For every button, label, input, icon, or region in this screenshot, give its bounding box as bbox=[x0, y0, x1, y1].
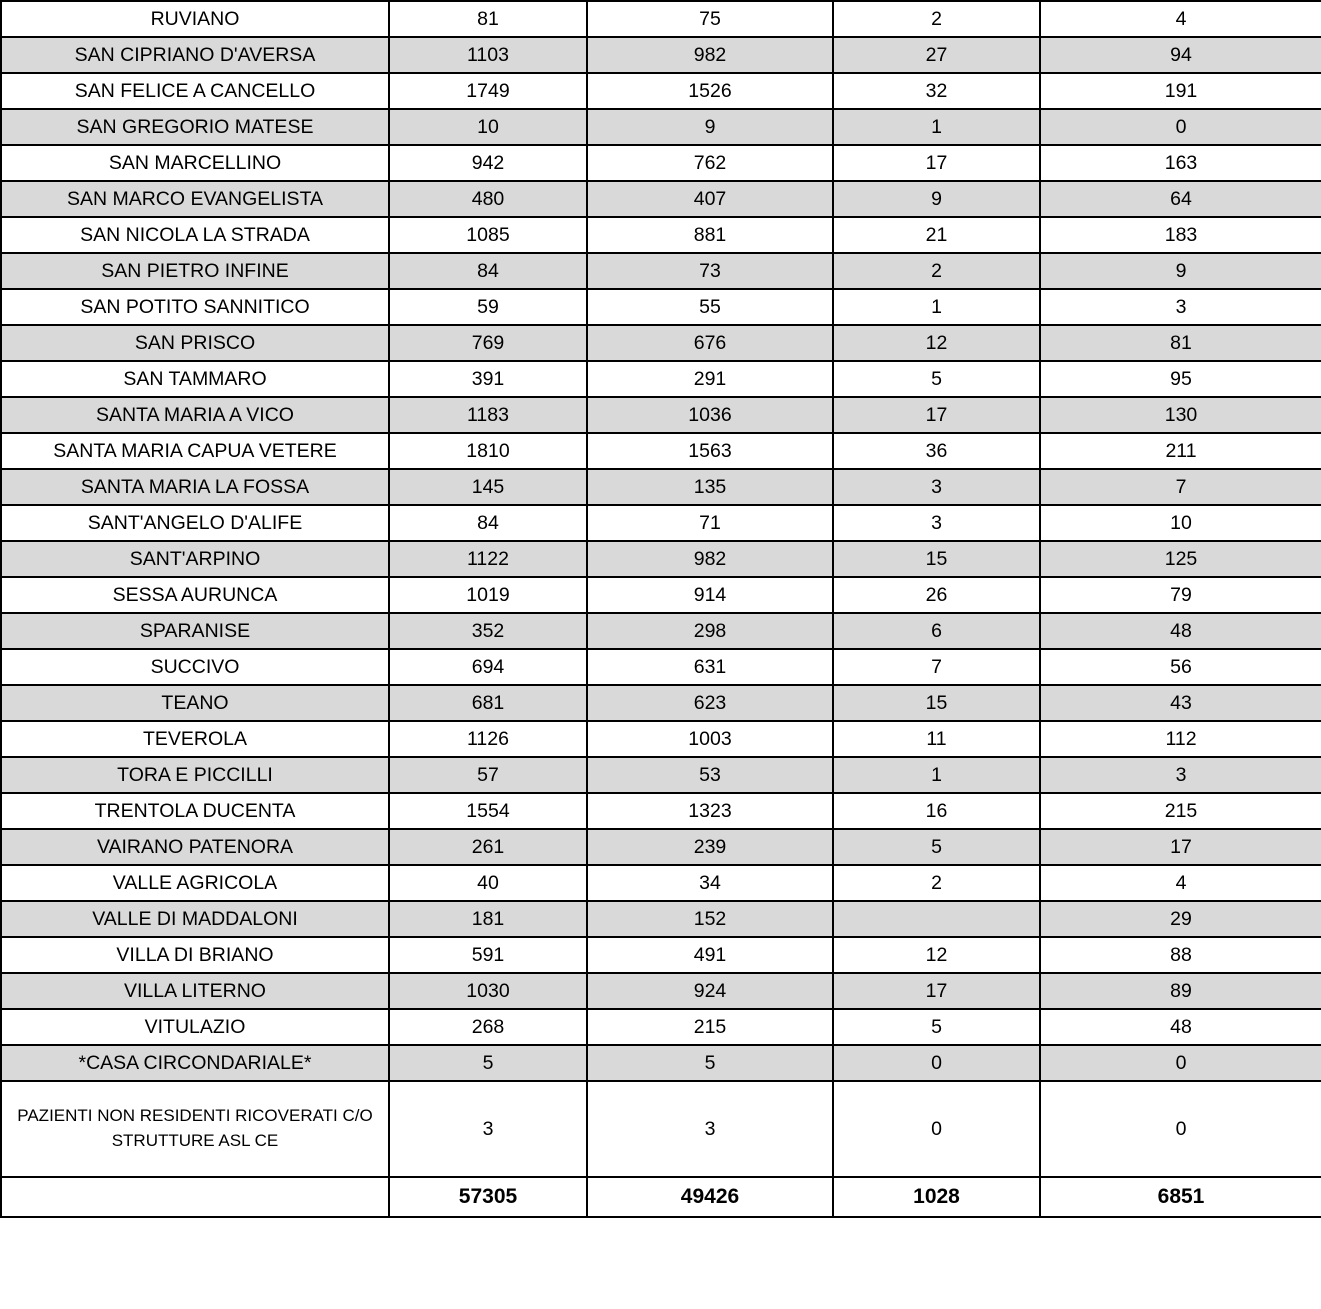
table-row bbox=[1, 289, 1321, 325]
table-row bbox=[1, 469, 1321, 505]
table-row bbox=[1, 1, 1321, 37]
cell-total: 81 bbox=[389, 1, 587, 37]
cell-current: 0 bbox=[1040, 109, 1321, 145]
cell-current: 3 bbox=[1040, 757, 1321, 793]
cell-current: 215 bbox=[1040, 793, 1321, 829]
cell-deceased: 15 bbox=[833, 541, 1040, 577]
cell-total: 40 bbox=[389, 865, 587, 901]
cell-deceased: 12 bbox=[833, 937, 1040, 973]
table-row bbox=[1, 433, 1321, 469]
cell-current: 64 bbox=[1040, 181, 1321, 217]
cell-deceased: 26 bbox=[833, 577, 1040, 613]
totals-deceased: 1028 bbox=[833, 1177, 1040, 1217]
cell-recovered: 9 bbox=[587, 109, 833, 145]
cell-total: 1019 bbox=[389, 577, 587, 613]
row-label: TEANO bbox=[1, 685, 389, 721]
cell-deceased: 1 bbox=[833, 757, 1040, 793]
cell-current: 48 bbox=[1040, 613, 1321, 649]
cell-recovered: 491 bbox=[587, 937, 833, 973]
row-label: SPARANISE bbox=[1, 613, 389, 649]
cell-recovered: 3 bbox=[587, 1081, 833, 1177]
cell-deceased: 1 bbox=[833, 109, 1040, 145]
cell-current: 95 bbox=[1040, 361, 1321, 397]
cell-recovered: 407 bbox=[587, 181, 833, 217]
cell-total: 145 bbox=[389, 469, 587, 505]
cell-total: 352 bbox=[389, 613, 587, 649]
totals-recovered: 49426 bbox=[587, 1177, 833, 1217]
cell-current: 94 bbox=[1040, 37, 1321, 73]
cell-total: 59 bbox=[389, 289, 587, 325]
cell-recovered: 55 bbox=[587, 289, 833, 325]
cell-recovered: 1526 bbox=[587, 73, 833, 109]
cell-current: 4 bbox=[1040, 1, 1321, 37]
cell-current: 7 bbox=[1040, 469, 1321, 505]
cell-deceased: 5 bbox=[833, 1009, 1040, 1045]
cell-deceased: 17 bbox=[833, 145, 1040, 181]
cell-recovered: 982 bbox=[587, 37, 833, 73]
cell-recovered: 291 bbox=[587, 361, 833, 397]
table-row bbox=[1, 505, 1321, 541]
cell-recovered: 1003 bbox=[587, 721, 833, 757]
row-label: SAN PIETRO INFINE bbox=[1, 253, 389, 289]
cell-deceased: 2 bbox=[833, 1, 1040, 37]
cell-recovered: 1036 bbox=[587, 397, 833, 433]
row-label: SAN NICOLA LA STRADA bbox=[1, 217, 389, 253]
cell-deceased: 1 bbox=[833, 289, 1040, 325]
cell-total: 3 bbox=[389, 1081, 587, 1177]
cell-total: 942 bbox=[389, 145, 587, 181]
cell-total: 181 bbox=[389, 901, 587, 937]
table-row bbox=[1, 217, 1321, 253]
cell-deceased: 21 bbox=[833, 217, 1040, 253]
cell-deceased: 11 bbox=[833, 721, 1040, 757]
table-row bbox=[1, 937, 1321, 973]
table-row bbox=[1, 757, 1321, 793]
cell-deceased: 15 bbox=[833, 685, 1040, 721]
row-label: RUVIANO bbox=[1, 1, 389, 37]
row-label: *CASA CIRCONDARIALE* bbox=[1, 1045, 389, 1081]
totals-total: 57305 bbox=[389, 1177, 587, 1217]
row-label: VITULAZIO bbox=[1, 1009, 389, 1045]
cell-deceased: 12 bbox=[833, 325, 1040, 361]
row-label: TEVEROLA bbox=[1, 721, 389, 757]
row-label: TRENTOLA DUCENTA bbox=[1, 793, 389, 829]
table-row bbox=[1, 973, 1321, 1009]
cell-recovered: 762 bbox=[587, 145, 833, 181]
cell-recovered: 73 bbox=[587, 253, 833, 289]
cell-recovered: 75 bbox=[587, 1, 833, 37]
cell-current: 43 bbox=[1040, 685, 1321, 721]
cell-total: 1030 bbox=[389, 973, 587, 1009]
cell-deceased: 2 bbox=[833, 253, 1040, 289]
row-label: VALLE AGRICOLA bbox=[1, 865, 389, 901]
cell-deceased: 17 bbox=[833, 397, 1040, 433]
table-row bbox=[1, 145, 1321, 181]
cell-deceased bbox=[833, 901, 1040, 937]
cell-total: 84 bbox=[389, 505, 587, 541]
cell-deceased: 7 bbox=[833, 649, 1040, 685]
table-row bbox=[1, 865, 1321, 901]
table-row bbox=[1, 109, 1321, 145]
cell-current: 89 bbox=[1040, 973, 1321, 1009]
cell-deceased: 17 bbox=[833, 973, 1040, 1009]
cell-total: 391 bbox=[389, 361, 587, 397]
cell-recovered: 152 bbox=[587, 901, 833, 937]
cell-total: 5 bbox=[389, 1045, 587, 1081]
table-row bbox=[1, 613, 1321, 649]
cell-total: 57 bbox=[389, 757, 587, 793]
row-label: SAN CIPRIANO D'AVERSA bbox=[1, 37, 389, 73]
cell-current: 17 bbox=[1040, 829, 1321, 865]
cell-current: 183 bbox=[1040, 217, 1321, 253]
cell-deceased: 5 bbox=[833, 361, 1040, 397]
cell-total: 1103 bbox=[389, 37, 587, 73]
cell-recovered: 924 bbox=[587, 973, 833, 1009]
row-label: SANT'ARPINO bbox=[1, 541, 389, 577]
totals-current: 6851 bbox=[1040, 1177, 1321, 1217]
cell-recovered: 676 bbox=[587, 325, 833, 361]
cell-total: 84 bbox=[389, 253, 587, 289]
row-label: SANTA MARIA LA FOSSA bbox=[1, 469, 389, 505]
row-label: SANT'ANGELO D'ALIFE bbox=[1, 505, 389, 541]
row-label: SAN FELICE A CANCELLO bbox=[1, 73, 389, 109]
table-row bbox=[1, 37, 1321, 73]
table-row bbox=[1, 721, 1321, 757]
cell-deceased: 32 bbox=[833, 73, 1040, 109]
cell-total: 261 bbox=[389, 829, 587, 865]
row-label: SAN TAMMARO bbox=[1, 361, 389, 397]
table-row bbox=[1, 397, 1321, 433]
table-row bbox=[1, 829, 1321, 865]
table-row bbox=[1, 649, 1321, 685]
table-row bbox=[1, 325, 1321, 361]
cell-current: 10 bbox=[1040, 505, 1321, 541]
cell-current: 4 bbox=[1040, 865, 1321, 901]
table-row bbox=[1, 253, 1321, 289]
table-row bbox=[1, 181, 1321, 217]
cell-recovered: 135 bbox=[587, 469, 833, 505]
cell-current: 48 bbox=[1040, 1009, 1321, 1045]
table-row bbox=[1, 361, 1321, 397]
row-label: SESSA AURUNCA bbox=[1, 577, 389, 613]
cell-total: 1554 bbox=[389, 793, 587, 829]
row-label: SANTA MARIA CAPUA VETERE bbox=[1, 433, 389, 469]
row-label: PAZIENTI NON RESIDENTI RICOVERATI C/O STRUTTURE ASL CE bbox=[1, 1081, 389, 1177]
cell-deceased: 6 bbox=[833, 613, 1040, 649]
cell-recovered: 34 bbox=[587, 865, 833, 901]
cell-current: 0 bbox=[1040, 1081, 1321, 1177]
row-label: VILLA DI BRIANO bbox=[1, 937, 389, 973]
cell-total: 268 bbox=[389, 1009, 587, 1045]
row-label: VAIRANO PATENORA bbox=[1, 829, 389, 865]
cell-total: 1749 bbox=[389, 73, 587, 109]
cell-recovered: 631 bbox=[587, 649, 833, 685]
table-body bbox=[1, 1, 1321, 1217]
table-row bbox=[1, 1009, 1321, 1045]
row-label: SAN MARCO EVANGELISTA bbox=[1, 181, 389, 217]
cell-total: 694 bbox=[389, 649, 587, 685]
cell-current: 163 bbox=[1040, 145, 1321, 181]
cell-current: 29 bbox=[1040, 901, 1321, 937]
cell-total: 1126 bbox=[389, 721, 587, 757]
row-label: SAN GREGORIO MATESE bbox=[1, 109, 389, 145]
cell-deceased: 3 bbox=[833, 469, 1040, 505]
cell-recovered: 982 bbox=[587, 541, 833, 577]
cell-recovered: 1563 bbox=[587, 433, 833, 469]
table-row bbox=[1, 1045, 1321, 1081]
row-label: SAN POTITO SANNITICO bbox=[1, 289, 389, 325]
row-label: VILLA LITERNO bbox=[1, 973, 389, 1009]
row-label: SUCCIVO bbox=[1, 649, 389, 685]
cell-current: 125 bbox=[1040, 541, 1321, 577]
table-row bbox=[1, 685, 1321, 721]
cell-current: 56 bbox=[1040, 649, 1321, 685]
cell-total: 769 bbox=[389, 325, 587, 361]
row-label: TORA E PICCILLI bbox=[1, 757, 389, 793]
table-totals-row bbox=[1, 1177, 1321, 1217]
cell-recovered: 1323 bbox=[587, 793, 833, 829]
cell-total: 1183 bbox=[389, 397, 587, 433]
row-label: VALLE DI MADDALONI bbox=[1, 901, 389, 937]
cell-recovered: 239 bbox=[587, 829, 833, 865]
cell-recovered: 298 bbox=[587, 613, 833, 649]
cell-total: 681 bbox=[389, 685, 587, 721]
cell-current: 0 bbox=[1040, 1045, 1321, 1081]
cell-recovered: 71 bbox=[587, 505, 833, 541]
cell-total: 1810 bbox=[389, 433, 587, 469]
cell-recovered: 5 bbox=[587, 1045, 833, 1081]
cell-deceased: 0 bbox=[833, 1081, 1040, 1177]
table-row bbox=[1, 793, 1321, 829]
row-label: SAN MARCELLINO bbox=[1, 145, 389, 181]
cell-total: 480 bbox=[389, 181, 587, 217]
cell-current: 9 bbox=[1040, 253, 1321, 289]
cell-deceased: 16 bbox=[833, 793, 1040, 829]
cell-current: 211 bbox=[1040, 433, 1321, 469]
cell-total: 10 bbox=[389, 109, 587, 145]
cell-recovered: 914 bbox=[587, 577, 833, 613]
row-label: SAN PRISCO bbox=[1, 325, 389, 361]
cell-current: 191 bbox=[1040, 73, 1321, 109]
cell-recovered: 623 bbox=[587, 685, 833, 721]
table-row bbox=[1, 73, 1321, 109]
cell-current: 112 bbox=[1040, 721, 1321, 757]
table-row bbox=[1, 541, 1321, 577]
cell-current: 3 bbox=[1040, 289, 1321, 325]
table-row bbox=[1, 901, 1321, 937]
totals-label bbox=[1, 1177, 389, 1217]
cell-deceased: 9 bbox=[833, 181, 1040, 217]
row-label: SANTA MARIA A VICO bbox=[1, 397, 389, 433]
cell-current: 79 bbox=[1040, 577, 1321, 613]
cell-total: 1085 bbox=[389, 217, 587, 253]
cell-total: 1122 bbox=[389, 541, 587, 577]
cell-deceased: 5 bbox=[833, 829, 1040, 865]
table-row bbox=[1, 577, 1321, 613]
cell-current: 81 bbox=[1040, 325, 1321, 361]
cell-recovered: 53 bbox=[587, 757, 833, 793]
cell-deceased: 27 bbox=[833, 37, 1040, 73]
cell-recovered: 881 bbox=[587, 217, 833, 253]
cell-deceased: 0 bbox=[833, 1045, 1040, 1081]
cell-deceased: 36 bbox=[833, 433, 1040, 469]
table-row bbox=[1, 1081, 1321, 1177]
cell-deceased: 2 bbox=[833, 865, 1040, 901]
cell-current: 88 bbox=[1040, 937, 1321, 973]
cell-total: 591 bbox=[389, 937, 587, 973]
cell-current: 130 bbox=[1040, 397, 1321, 433]
cell-recovered: 215 bbox=[587, 1009, 833, 1045]
cell-deceased: 3 bbox=[833, 505, 1040, 541]
